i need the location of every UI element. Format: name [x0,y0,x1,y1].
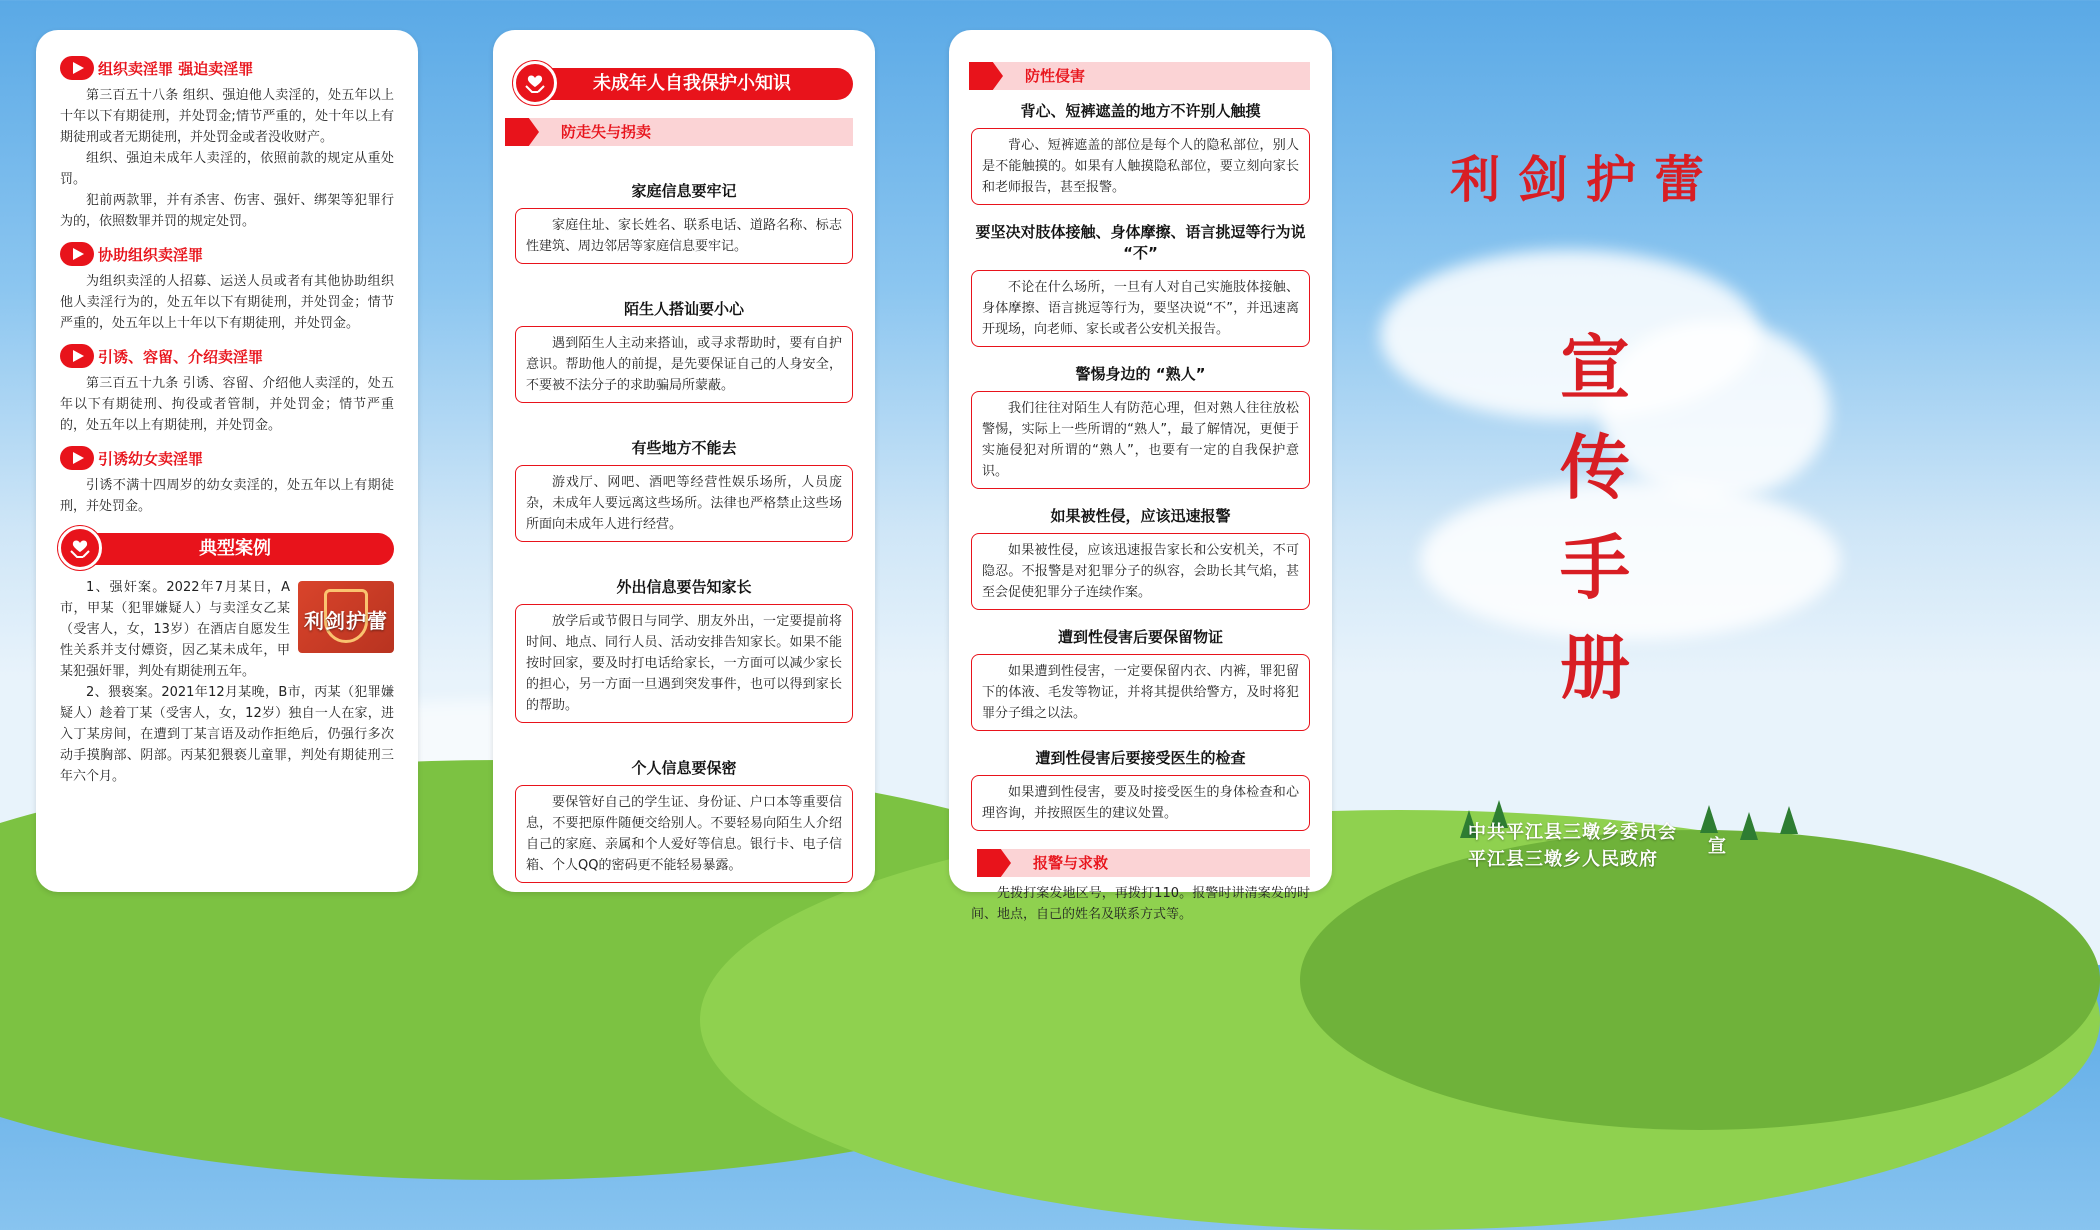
tip-box: 遇到陌生人主动来搭讪，或寻求帮助时，要有自护意识。帮助他人的前提，是先要保证自己的人身安全，不要被不法分子的求助骗局所蒙蔽。 [515,326,853,403]
tips-list [971,100,1310,831]
typical-cases-banner [76,533,394,565]
crime-title: 协助组织卖淫罪 [98,245,204,264]
tip-title: 陌生人搭讪要小心 [623,300,744,318]
tip-title: 如果被性侵，应该迅速报警 [1050,507,1231,525]
hill [1300,830,2100,1130]
crime-heading [60,344,394,368]
tip-box: 游戏厅、网吧、酒吧等经营性娱乐场所，人员庞杂，未成年人要远离这些场所。法律也严格禁止这些场所面向未成年人进行经营。 [515,465,853,542]
report-help-tab: 报警与求救 [977,849,1310,877]
org-edge-char: 宣 [1708,836,1727,857]
cloud [1420,480,1840,640]
tip-title: 家庭信息要牢记 [631,182,737,200]
tree [1780,806,1798,834]
cover-char: 册 [1560,626,1630,709]
crime-paragraph: 第三百五十八条 组织、强迫他人卖淫的，处五年以上十年以下有期徒刑，并处罚金;情节严重的，处十年以上有期徒刑或者无期徒刑，并处罚金或者没收财产。 [60,88,394,145]
cover-char: 宣 [1560,326,1630,409]
crime-paragraph: 第三百五十九条 引诱、容留、介绍他人卖淫的，处五年以下有期徒刑、拘役或者管制，并处罚金；情节严重的，处五年以上有期徒刑，并处罚金。 [60,376,394,433]
cover-title: 利剑护蕾 [1450,150,1722,209]
play-arrow-icon [60,242,94,266]
tip-title: 背心、短裤遮盖的地方不许别人触摸 [1020,102,1261,120]
anti-assault-tab: 防性侵害 [969,62,1310,90]
case-2: 2、猥亵案。2021年12月某晚，B市，丙某（犯罪嫌疑人）趁着丁某（受害人，女，12岁）独自一人在家，进入丁某房间，在遭到丁某言语及动作拒绝后，仍强行多次动手摸胸部、阴部。丙某犯猥亵儿童罪，判处有期徒刑三年六个月。 [60,685,394,784]
cloud [1600,320,1830,500]
crime-paragraph: 为组织卖淫的人招募、运送人员或者有其他协助组织他人卖淫行为的，处五年以下有期徒刑，并处罚金；情节严重的，处五年以上十年以下有期徒刑，并处罚金。 [60,274,394,331]
tip-title: 有些地方不能去 [631,439,737,457]
tip-title: 遭到性侵害后要接受医生的检查 [1035,749,1246,767]
hands-heart-icon [58,526,102,570]
tip-box: 如果被性侵，应该迅速报告家长和公安机关，不可隐忍。不报警是对犯罪分子的纵容，会助长其气焰，甚至会促使犯罪分子连续作案。 [971,533,1310,610]
org-government: 平江县三墩乡人民政府 [1468,849,1658,870]
tip-box: 我们往往对陌生人有防范心理，但对熟人往往放松警惕，实际上一些所谓的“熟人”，最了解情况，更便于实施侵犯对所谓的“熟人”，也要有一定的自我保护意识。 [971,391,1310,489]
crime-paragraph: 引诱不满十四周岁的幼女卖淫的，处五年以上有期徒刑，并处罚金。 [60,478,394,514]
tip-title: 警惕身边的 “熟人” [1075,365,1206,383]
tree [1740,812,1758,840]
crime-heading [60,242,394,266]
tip-title: 要坚决对肢体接触、身体摩擦、语言挑逗等行为说 “不” [975,223,1306,262]
report-help-text: 先拨打案发地区号，再拨打110。报警时讲清案发的时间、地点，自己的姓名及联系方式等。 [971,886,1310,922]
case-photo-text: 利剑护蕾 [304,609,388,633]
crime-sections [60,56,394,517]
sword-shield-image [298,581,394,653]
panel-criminal-law [36,30,418,892]
play-arrow-icon [60,344,94,368]
tip-box: 不论在什么场所，一旦有人对自己实施肢体接触、身体摩擦、语言挑逗等行为，要坚决说“不”，并迅速离开现场，向老师、家长或者公安机关报告。 [971,270,1310,347]
cover-char: 手 [1560,526,1630,609]
crime-title: 组织卖淫罪 强迫卖淫罪 [98,59,254,78]
anti-abduction-tab: 防走失与拐卖 [505,118,853,146]
crime-paragraph: 组织、强迫未成年人卖淫的，依照前款的规定从重处罚。 [60,151,394,187]
crime-title: 引诱、容留、介绍卖淫罪 [98,347,264,366]
tip-box: 背心、短裤遮盖的部位是每个人的隐私部位，别人是不能触摸的。如果有人触摸隐私部位，要立刻向家长和老师报告，甚至报警。 [971,128,1310,205]
hands-heart-icon [513,61,557,105]
crime-paragraph: 犯前两款罪，并有杀害、伤害、强奸、绑架等犯罪行为的，依照数罪并罚的规定处罚。 [60,193,394,229]
self-protection-banner [531,68,853,100]
typical-cases-title: 典型案例 [199,538,271,559]
case-1: 1、强奸案。2022年7月某日，A市，甲某（犯罪嫌疑人）与卖淫女乙某（受害人，女，13岁）在酒店自愿发生性关系并支付嫖资，因乙某未成年，甲某犯强奸罪，判处有期徒刑五年。 [60,580,290,679]
tip-box: 如果遭到性侵害，一定要保留内衣、内裤，罪犯留下的体液、毛发等物证，并将其提供给警方，及时将犯罪分子缉之以法。 [971,654,1310,731]
cover-char: 传 [1560,426,1630,509]
tip-title: 遭到性侵害后要保留物证 [1057,628,1223,646]
crime-heading [60,56,394,80]
cover-subtitle [1560,318,1630,718]
play-arrow-icon [60,56,94,80]
crime-title: 引诱幼女卖淫罪 [98,449,204,468]
play-arrow-icon [60,446,94,470]
tip-box: 要保管好自己的学生证、身份证、户口本等重要信息，不要把原件随便交给别人。不要轻易向陌生人介绍自己的家庭、亲属和个人爱好等信息。银行卡、电子信箱、个人QQ的密码更不能轻易暴露。 [515,785,853,883]
tip-title: 外出信息要告知家长 [616,578,752,596]
panel-anti-assault [949,30,1332,922]
panel-self-protection [493,30,875,892]
self-protection-title: 未成年人自我保护小知识 [593,73,791,94]
tip-title: 个人信息要保密 [631,759,737,777]
tip-box: 家庭住址、家长姓名、联系电话、道路名称、标志性建筑、周边邻居等家庭信息要牢记。 [515,208,853,264]
tip-box: 放学后或节假日与同学、朋友外出，一定要提前将时间、地点、同行人员、活动安排告知家长。如果不能按时回家，要及时打电话给家长，一方面可以减少家长的担心，另一方面一旦遇到突发事件，也可以得到家长的帮助。 [515,604,853,723]
tip-box: 如果遭到性侵害，要及时接受医生的身体检查和心理咨询，并按照医生的建议处置。 [971,775,1310,831]
org-party-committee: 中共平江县三墩乡委员会 [1468,822,1677,843]
tips-list [515,180,853,883]
tree [1700,805,1718,833]
crime-heading [60,446,394,470]
